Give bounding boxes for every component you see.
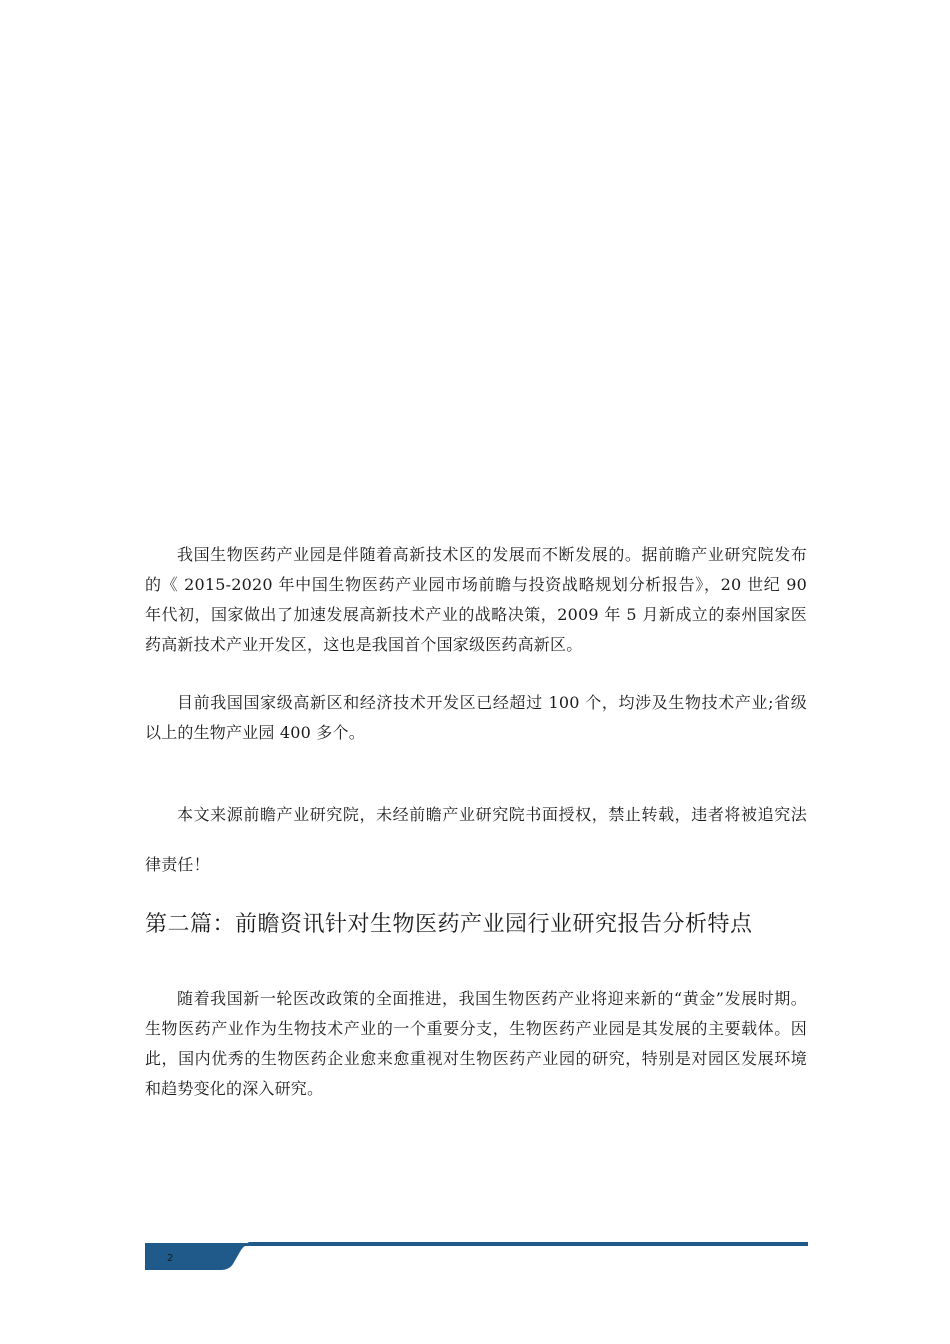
page-footer bbox=[145, 1240, 808, 1272]
paragraph-section: 随着我国新一轮医改政策的全面推进，我国生物医药产业将迎来新的“黄金”发展时期。生物医药产业作为生物技术产业的一个重要分支，生物医药产业园是其发展的主要载体。因此，国内优秀的生物医药企业愈来愈重视对生物医药产业园的研究，特别是对园区发展环境和趋势变化的深入研究。 bbox=[145, 989, 807, 1098]
paragraph-copyright: 本文来源前瞻产业研究院，未经前瞻产业研究院书面授权，禁止转载，违者将被追究法律责任！ bbox=[145, 805, 807, 874]
footer-band-graphic bbox=[145, 1240, 808, 1272]
section-heading: 第二篇：前瞻资讯针对生物医药产业园行业研究报告分析特点 bbox=[145, 912, 753, 937]
paragraph-count: 目前我国国家级高新区和经济技术开发区已经超过 100 个，均涉及生物技术产业;省级以上的生物产业园 400 多个。 bbox=[145, 693, 807, 742]
page-number: 2 bbox=[167, 1253, 174, 1264]
paragraph-intro: 我国生物医药产业园是伴随着高新技术区的发展而不断发展的。据前瞻产业研究院发布的《 2015-2020 年中国生物医药产业园市场前瞻与投资战略规划分析报告》，20 世纪 90 年代初，国家做出了加速发展高新技术产业的战略决策，2009 年 5 月新成立的泰州国家医药高新技术产业开发区，这也是我国首个国家级医药高新区。 bbox=[145, 545, 807, 654]
